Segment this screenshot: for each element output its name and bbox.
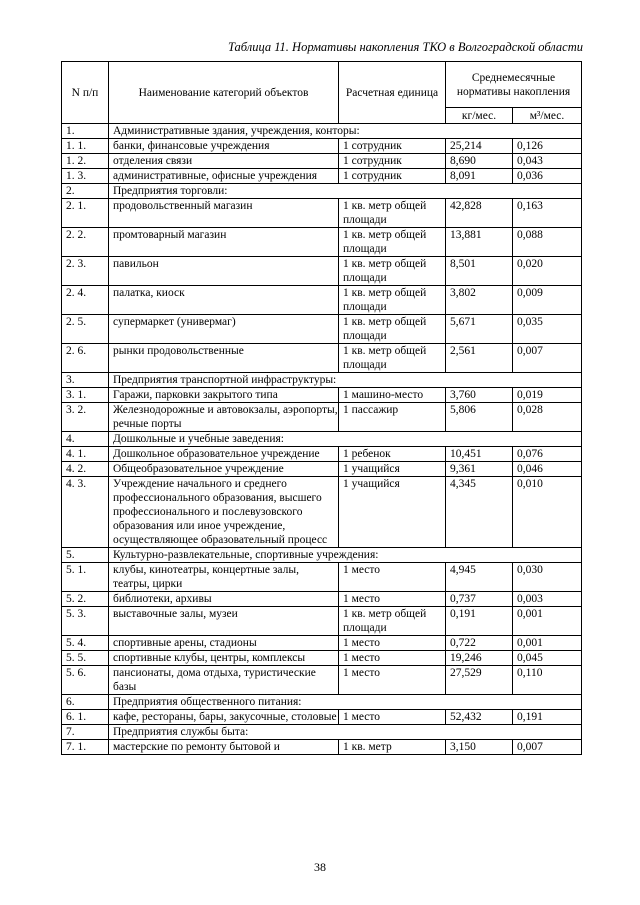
table-row	[62, 462, 582, 477]
unit-cell: 1 место	[339, 710, 446, 725]
m3-value: 0,088	[513, 228, 582, 257]
table-row	[62, 169, 582, 184]
unit-cell: 1 сотрудник	[339, 139, 446, 154]
table-row	[62, 199, 582, 228]
table-row	[62, 403, 582, 432]
row-number: 5. 4.	[62, 636, 109, 651]
section-row	[62, 184, 582, 199]
m3-value: 0,163	[513, 199, 582, 228]
unit-cell: 1 учащийся	[339, 462, 446, 477]
table-row	[62, 228, 582, 257]
row-number: 7. 1.	[62, 740, 109, 755]
unit-cell: 1 место	[339, 651, 446, 666]
m3-value: 0,036	[513, 169, 582, 184]
category-name: мастерские по ремонту бытовой и	[109, 740, 339, 755]
table-row	[62, 592, 582, 607]
table-row	[62, 636, 582, 651]
row-number: 2. 4.	[62, 286, 109, 315]
table-row	[62, 315, 582, 344]
unit-cell: 1 место	[339, 636, 446, 651]
row-number: 1. 2.	[62, 154, 109, 169]
category-name: библиотеки, архивы	[109, 592, 339, 607]
category-name: Дошкольное образовательное учреждение	[109, 447, 339, 462]
kg-value: 3,760	[446, 388, 513, 403]
row-number: 5.	[62, 548, 109, 563]
row-number: 4. 1.	[62, 447, 109, 462]
kg-value: 9,361	[446, 462, 513, 477]
section-row	[62, 695, 582, 710]
unit-cell: 1 кв. метр общей площади	[339, 228, 446, 257]
table-row	[62, 710, 582, 725]
section-row	[62, 725, 582, 740]
table-row	[62, 607, 582, 636]
row-number: 3.	[62, 373, 109, 388]
unit-cell: 1 место	[339, 563, 446, 592]
row-number: 2.	[62, 184, 109, 199]
unit-cell: 1 ребенок	[339, 447, 446, 462]
m3-value: 0,001	[513, 636, 582, 651]
row-number: 5. 5.	[62, 651, 109, 666]
unit-cell: 1 пассажир	[339, 403, 446, 432]
header-name: Наименование категорий объектов	[109, 62, 339, 124]
table-row	[62, 388, 582, 403]
row-number: 2. 2.	[62, 228, 109, 257]
table-row	[62, 666, 582, 695]
section-title: Культурно-развлекательные, спортивные учреждения:	[109, 548, 582, 563]
kg-value: 19,246	[446, 651, 513, 666]
category-name: Железнодорожные и автовокзалы, аэропорты, речные порты	[109, 403, 339, 432]
kg-value: 4,345	[446, 477, 513, 548]
category-name: Гаражи, парковки закрытого типа	[109, 388, 339, 403]
category-name: павильон	[109, 257, 339, 286]
unit-cell: 1 сотрудник	[339, 169, 446, 184]
kg-value: 3,802	[446, 286, 513, 315]
category-name: промтоварный магазин	[109, 228, 339, 257]
page-number: 38	[314, 860, 326, 874]
m3-value: 0,126	[513, 139, 582, 154]
m3-value: 0,043	[513, 154, 582, 169]
table-row	[62, 344, 582, 373]
row-number: 5. 2.	[62, 592, 109, 607]
kg-value: 25,214	[446, 139, 513, 154]
kg-value: 0,722	[446, 636, 513, 651]
unit-cell: 1 место	[339, 592, 446, 607]
header-unit: Расчетная единица	[339, 62, 446, 124]
unit-cell: 1 кв. метр общей площади	[339, 315, 446, 344]
row-number: 4. 2.	[62, 462, 109, 477]
row-number: 2. 6.	[62, 344, 109, 373]
kg-value: 52,432	[446, 710, 513, 725]
category-name: пансионаты, дома отдыха, туристические базы	[109, 666, 339, 695]
m3-value: 0,007	[513, 740, 582, 755]
category-name: спортивные арены, стадионы	[109, 636, 339, 651]
category-name: спортивные клубы, центры, комплексы	[109, 651, 339, 666]
row-number: 7.	[62, 725, 109, 740]
kg-value: 3,150	[446, 740, 513, 755]
row-number: 6.	[62, 695, 109, 710]
kg-value: 8,690	[446, 154, 513, 169]
table-row	[62, 740, 582, 755]
table-row	[62, 651, 582, 666]
row-number: 5. 6.	[62, 666, 109, 695]
m3-value: 0,010	[513, 477, 582, 548]
m3-value: 0,007	[513, 344, 582, 373]
header-norm: Среднемесячные нормативы накопления	[446, 62, 582, 108]
unit-cell: 1 сотрудник	[339, 154, 446, 169]
section-title: Административные здания, учреждения, конторы:	[109, 124, 582, 139]
row-number: 1. 1.	[62, 139, 109, 154]
unit-cell: 1 кв. метр	[339, 740, 446, 755]
unit-cell: 1 кв. метр общей площади	[339, 257, 446, 286]
header-kg: кг/мес.	[446, 108, 513, 124]
category-name: продовольственный магазин	[109, 199, 339, 228]
row-number: 5. 3.	[62, 607, 109, 636]
section-title: Дошкольные и учебные заведения:	[109, 432, 582, 447]
kg-value: 0,191	[446, 607, 513, 636]
m3-value: 0,003	[513, 592, 582, 607]
row-number: 3. 2.	[62, 403, 109, 432]
row-number: 3. 1.	[62, 388, 109, 403]
unit-cell: 1 кв. метр общей площади	[339, 607, 446, 636]
row-number: 2. 5.	[62, 315, 109, 344]
m3-value: 0,030	[513, 563, 582, 592]
kg-value: 8,501	[446, 257, 513, 286]
kg-value: 4,945	[446, 563, 513, 592]
category-name: палатка, киоск	[109, 286, 339, 315]
section-row	[62, 373, 582, 388]
table-row	[62, 139, 582, 154]
section-row	[62, 432, 582, 447]
unit-cell: 1 учащийся	[339, 477, 446, 548]
m3-value: 0,035	[513, 315, 582, 344]
table-row	[62, 257, 582, 286]
m3-value: 0,045	[513, 651, 582, 666]
row-number: 1.	[62, 124, 109, 139]
m3-value: 0,110	[513, 666, 582, 695]
row-number: 1. 3.	[62, 169, 109, 184]
section-row	[62, 124, 582, 139]
section-row	[62, 548, 582, 563]
row-number: 2. 3.	[62, 257, 109, 286]
category-name: кафе, рестораны, бары, закусочные, столовые	[109, 710, 339, 725]
table-caption: Таблица 11. Нормативы накопления ТКО в Волгоградской области	[228, 40, 583, 54]
category-name: Учреждение начального и среднего профессионального образования, высшего профессионального и послевузовского образования или иное учреждение, осуществляющее образовательный процесс	[109, 477, 339, 548]
kg-value: 5,806	[446, 403, 513, 432]
table-row	[62, 447, 582, 462]
kg-value: 13,881	[446, 228, 513, 257]
unit-cell: 1 кв. метр общей площади	[339, 199, 446, 228]
m3-value: 0,191	[513, 710, 582, 725]
m3-value: 0,001	[513, 607, 582, 636]
table-body	[62, 124, 582, 755]
row-number: 4.	[62, 432, 109, 447]
m3-value: 0,076	[513, 447, 582, 462]
table-row	[62, 563, 582, 592]
unit-cell: 1 кв. метр общей площади	[339, 344, 446, 373]
kg-value: 42,828	[446, 199, 513, 228]
kg-value: 2,561	[446, 344, 513, 373]
row-number: 4. 3.	[62, 477, 109, 548]
norms-table	[61, 61, 582, 755]
table-row	[62, 154, 582, 169]
table-row	[62, 477, 582, 548]
category-name: административные, офисные учреждения	[109, 169, 339, 184]
category-name: банки, финансовые учреждения	[109, 139, 339, 154]
m3-value: 0,020	[513, 257, 582, 286]
section-title: Предприятия службы быта:	[109, 725, 582, 740]
category-name: Общеобразовательное учреждение	[109, 462, 339, 477]
m3-value: 0,019	[513, 388, 582, 403]
kg-value: 27,529	[446, 666, 513, 695]
header-num: N п/п	[62, 62, 109, 124]
kg-value: 5,671	[446, 315, 513, 344]
table-row	[62, 286, 582, 315]
row-number: 6. 1.	[62, 710, 109, 725]
section-title: Предприятия общественного питания:	[109, 695, 582, 710]
unit-cell: 1 машино-место	[339, 388, 446, 403]
category-name: супермаркет (универмаг)	[109, 315, 339, 344]
m3-value: 0,028	[513, 403, 582, 432]
row-number: 2. 1.	[62, 199, 109, 228]
unit-cell: 1 место	[339, 666, 446, 695]
table-header	[62, 62, 582, 124]
kg-value: 8,091	[446, 169, 513, 184]
kg-value: 10,451	[446, 447, 513, 462]
row-number: 5. 1.	[62, 563, 109, 592]
category-name: клубы, кинотеатры, концертные залы, театры, цирки	[109, 563, 339, 592]
unit-cell: 1 кв. метр общей площади	[339, 286, 446, 315]
category-name: выставочные залы, музеи	[109, 607, 339, 636]
kg-value: 0,737	[446, 592, 513, 607]
header-m3: м³/мес.	[513, 108, 582, 124]
m3-value: 0,009	[513, 286, 582, 315]
section-title: Предприятия транспортной инфраструктуры:	[109, 373, 582, 388]
section-title: Предприятия торговли:	[109, 184, 582, 199]
m3-value: 0,046	[513, 462, 582, 477]
category-name: рынки продовольственные	[109, 344, 339, 373]
category-name: отделения связи	[109, 154, 339, 169]
